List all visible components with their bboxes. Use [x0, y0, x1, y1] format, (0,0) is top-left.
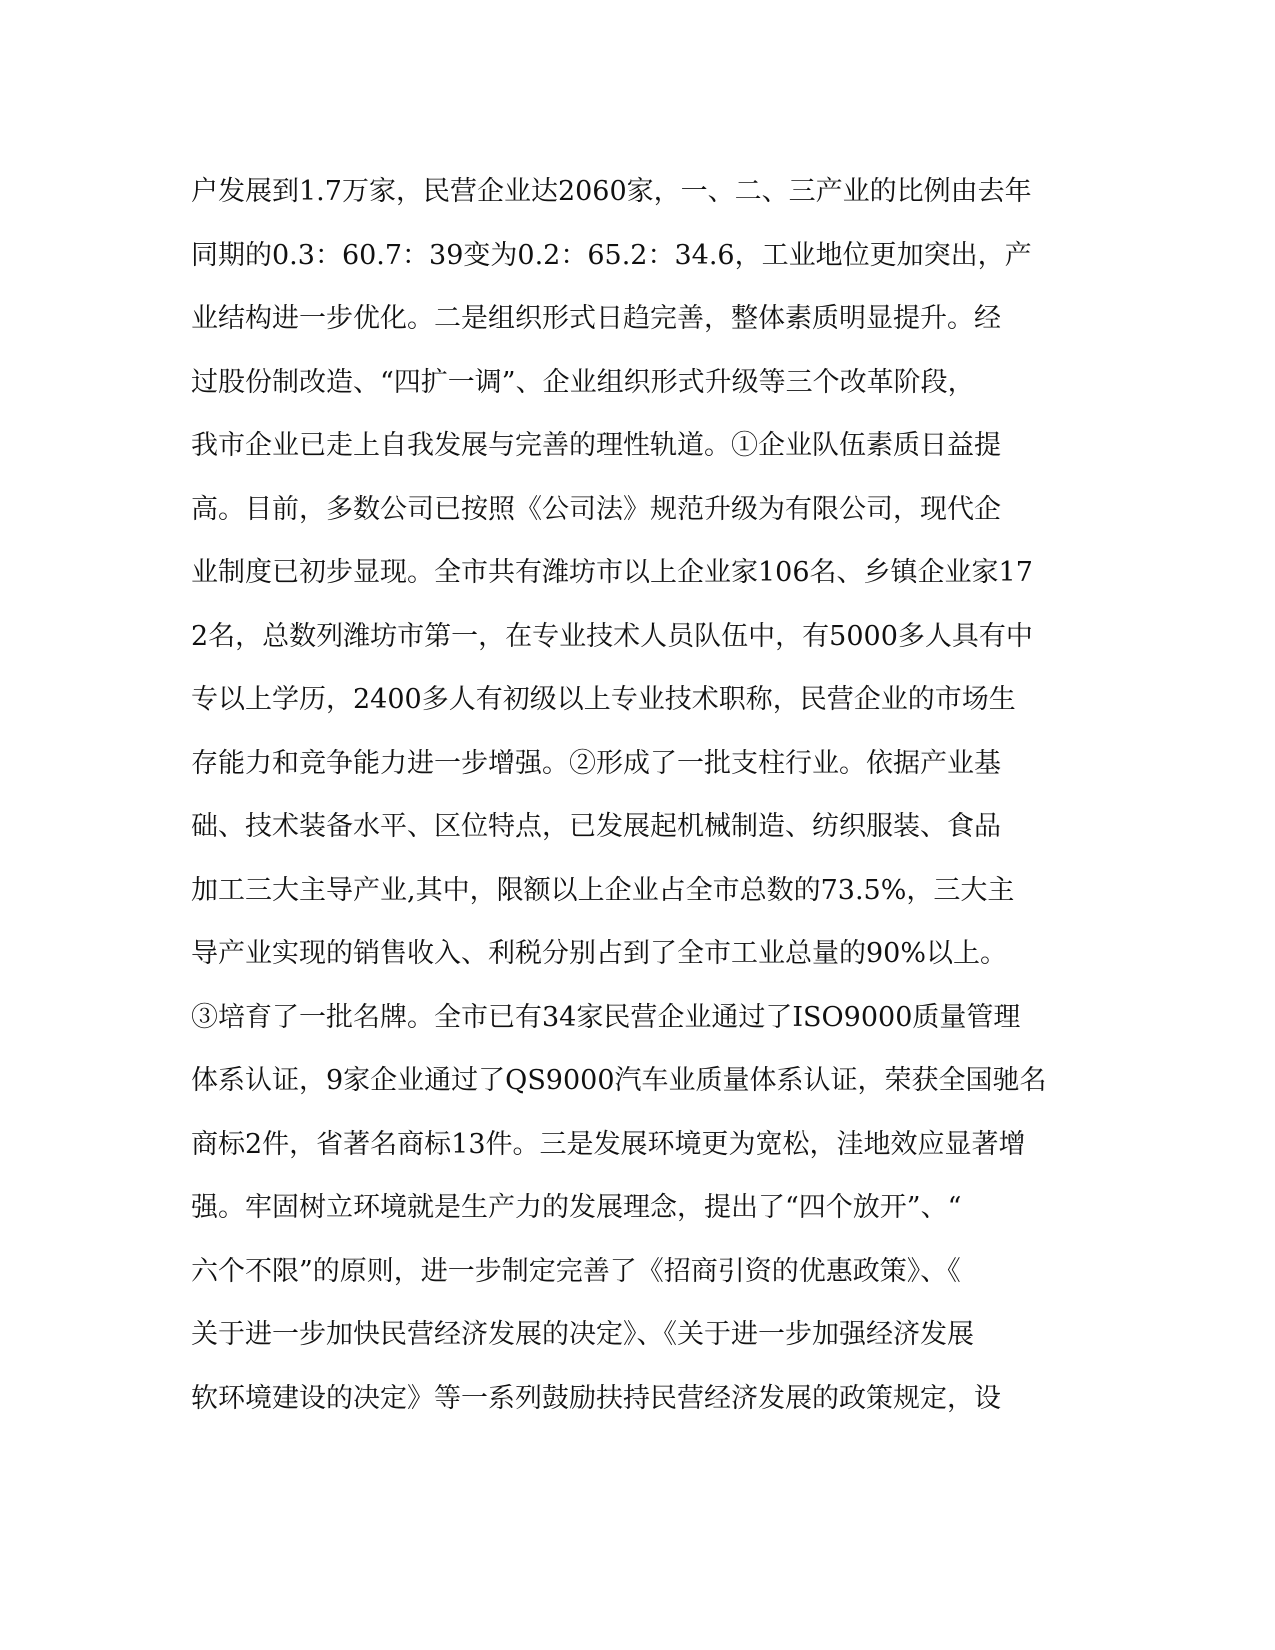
text-line: 强。牢固树立环境就是生产力的发展理念，提出了“四个放开”、“	[191, 1192, 962, 1223]
text-line: 商标2件，省著名商标13件。三是发展环境更为宽松，洼地效应显著增	[191, 1128, 1026, 1160]
text-line: 专以上学历，2400多人有初级以上专业技术职称，民营企业的市场生	[191, 684, 1016, 715]
text-line: 六个不限”的原则，进一步制定完善了《招商引资的优惠政策》、《	[191, 1255, 961, 1287]
text-line: 过股份制改造、“四扩一调”、企业组织形式升级等三个改革阶段，	[191, 366, 975, 398]
text-line: 我市企业已走上自我发展与完善的理性轨道。①企业队伍素质日益提	[191, 430, 1001, 461]
text-line: 户发展到1.7万家，民营企业达2060家，一、二、三产业的比例由去年	[191, 176, 1032, 207]
text-line: 导产业实现的销售收入、利税分别占到了全市工业总量的90%以上。	[191, 938, 1008, 969]
text-line: 同期的0.3：60.7：39变为0.2：65.2：34.6，工业地位更加突出，产	[191, 239, 1032, 271]
text-line: ③培育了一批名牌。全市已有34家民营企业通过了ISO9000质量管理	[191, 1001, 1021, 1033]
text-line: 业制度已初步显现。全市共有潍坊市以上企业家106名、乡镇企业家17	[191, 557, 1033, 588]
text-line: 础、技术装备水平、区位特点，已发展起机械制造、纺织服装、食品	[191, 811, 1001, 842]
text-line: 业结构进一步优化。二是组织形式日趋完善，整体素质明显提升。经	[191, 303, 1001, 334]
text-line: 软环境建设的决定》等一系列鼓励扶持民营经济发展的政策规定，设	[191, 1382, 1001, 1414]
text-line: 体系认证，9家企业通过了QS9000汽车业质量体系认证，荣获全国驰名	[191, 1065, 1047, 1096]
text-line: 存能力和竞争能力进一步增强。②形成了一批支柱行业。依据产业基	[191, 747, 1001, 779]
text-line: 2名，总数列潍坊市第一，在专业技术人员队伍中，有5000多人具有中	[191, 620, 1033, 652]
text-line: 高。目前，多数公司已按照《公司法》规范升级为有限公司，现代企	[191, 493, 1001, 525]
text-line: 关于进一步加快民营经济发展的决定》、《关于进一步加强经济发展	[191, 1319, 974, 1350]
body-paragraph	[191, 160, 1091, 1430]
text-line: 加工三大主导产业,其中，限额以上企业占全市总数的73.5%，三大主	[191, 874, 1015, 906]
